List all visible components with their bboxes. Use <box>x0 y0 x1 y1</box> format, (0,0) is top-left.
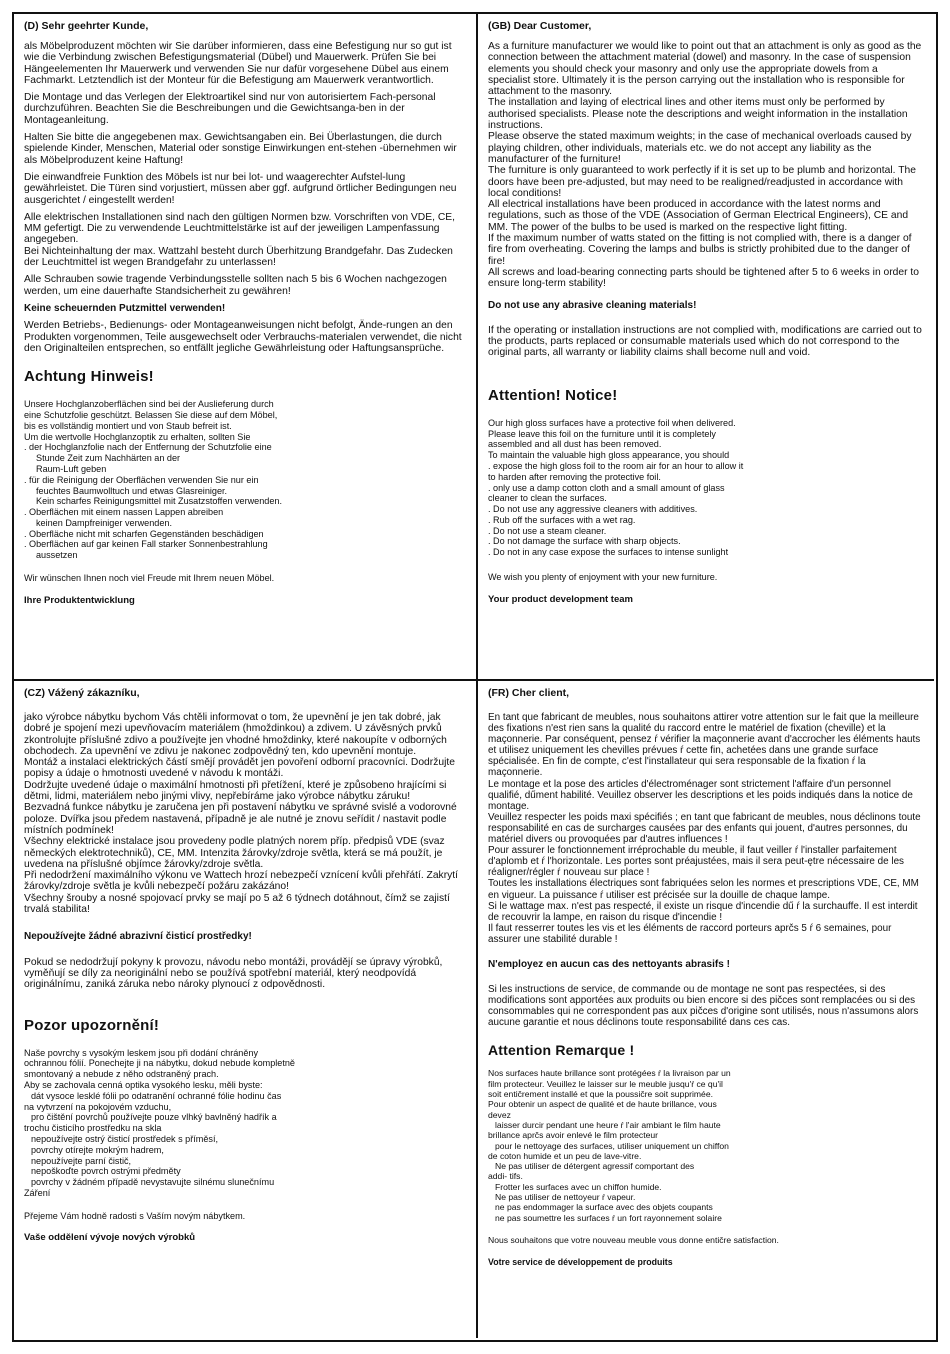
cleaning-warning: Nepoužívejte žádné abrazivní čisticí prostředky! <box>24 931 252 943</box>
notice-line: . Do not use a steam cleaner. <box>488 525 607 536</box>
notice-line: nepoužívejte parní čistič, <box>31 1155 132 1166</box>
paragraph: Halten Sie bitte die angegebenen max. Gewichtsangaben ein. Bei Überlastungen, die durch spielende Kinder, Menschen, Material oder sonstige Einwirkungen ent-stehen -übernehmen wir als Möbelproduzent keine Haftung! <box>24 132 457 166</box>
notice-line: . Oberfläche nicht mit scharfen Gegenständen beschädigen <box>24 528 264 539</box>
notice-line: cleaner to clean the surfaces. <box>488 493 607 504</box>
notice-line: brillance aprčs avoir enlevé le film protecteur <box>488 1130 659 1141</box>
paragraph: Si le wattage max. n'est pas respecté, il existe un risque d'incendie dű ŕ la surchauffe. Il est interdit de recouvrir la lampe, en raison du risque d'incendie ! <box>488 900 918 923</box>
notice-title: Attention Remarque ! <box>488 1042 635 1059</box>
notice-line: dát vysoce lesklé fólii po odatranění ochranné fólie hodinu čas <box>31 1090 282 1101</box>
notice-line: film protecteur. Veuillez le laisser sur le meuble jusqu'ŕ ce qu'il <box>488 1078 723 1089</box>
notice-line: pro čištění povrchů používejte pouze vlhký bavlněný hadřík a <box>31 1112 277 1123</box>
instruction-sheet <box>12 12 938 1342</box>
notice-line: . Oberflächen mit einem nassen Lappen abreiben <box>24 507 224 518</box>
closing-wish: Přejeme Vám hodně radosti s Vaším novým nábytkem. <box>24 1210 246 1221</box>
paragraph: Toutes les installations électriques sont fabriquées selon les normes et prescriptions VDE, CE, MM en vigueur. La puissance ŕ utiliser est précisée sur la douille de chaque lampe. <box>488 878 919 901</box>
notice-title: Attention! Notice! <box>488 386 618 404</box>
paragraph: The furniture is only guaranteed to work perfectly if it is set up to be plumb and horizontal. The doors have been pre-adjusted, but may need to be realigned/readjusted in accordance with local conditions! <box>488 165 916 199</box>
paragraph: Dodržujte uvedené údaje o maximální hmotnosti při přetížení, které je způsobeno hrajícími si dětmi, lidmi, materiálem nebo jinými vlivy, nepřebíráme jako výrobce nábytku záruku! <box>24 779 447 803</box>
paragraph: Please observe the stated maximum weights; in the case of mechanical overloads caused by playing children, other individuals, materials etc. we do not accept any liability as the manufacturer of the furniture! <box>488 131 912 165</box>
notice-title: Achtung Hinweis! <box>24 368 154 386</box>
signature: Ihre Produktentwicklung <box>24 594 135 606</box>
notice-line: . für die Reinigung der Oberflächen verwenden Sie nur ein <box>24 474 259 485</box>
notice-line: assembled and all dust has been removed. <box>488 439 662 450</box>
notice-line: de coton humide et un peu de lave-vitre. <box>488 1150 642 1161</box>
section-german <box>14 14 476 679</box>
greeting: (GB) Dear Customer, <box>488 20 592 32</box>
notice-line: povrchy v žádném případě nevystavujte silnému slunečnímu <box>31 1177 275 1188</box>
notice-line: Záření <box>24 1187 51 1198</box>
notice-line: Raum-Luft geben <box>36 463 107 474</box>
notice-line: Nos surfaces haute brillance sont protégées ŕ la livraison par un <box>488 1068 731 1079</box>
notice-line: feuchtes Baumwolltuch und etwas Glasreiniger. <box>36 485 228 496</box>
paragraph: Werden Betriebs-, Bedienungs- oder Montageanweisungen nicht befolgt, Ände-rungen an den Produkten vorgenommen, Teile ausgewechselt oder Verbrauchs-materialen verwendet, die nicht den Originalteilen entsprechen, so entfällt jegliche Gewährleistung oder Haftungsansprüche. <box>24 320 462 354</box>
greeting: (CZ) Vážený zákazníku, <box>24 687 140 699</box>
notice-line: Naše povrchy s vysokým leskem jsou při dodání chráněny <box>24 1047 259 1058</box>
closing-wish: We wish you plenty of enjoyment with your new furniture. <box>488 572 718 583</box>
notice-line: . Do not damage the surface with sharp objects. <box>488 536 681 547</box>
signature: Your product development team <box>488 593 633 605</box>
notice-line: Ne pas utiliser de nettoyeur ŕ vapeur. <box>495 1192 636 1202</box>
paragraph: As a furniture manufacturer we would like to point out that an attachment is only as good as the connection between the attachment material (dowel) and masonry. In the case of suspension elements you should check your masonry and only use the appropriate dowels from a specialist store. Ultimately it is the person carrying out the installation who is responsible for attachment to the masonry. <box>488 41 922 98</box>
notice-line: nepoškoďte povrch ostrými předměty <box>31 1166 181 1177</box>
paragraph: Bei Nichteinhaltung der max. Wattzahl besteht durch Überhitzung Brandgefahr. Das Zudecken der Leuchtmittel ist wegen Brandgefahr zu unterlassen! <box>24 245 453 269</box>
cleaning-warning: Keine scheuernden Putzmittel verwenden! <box>24 302 226 314</box>
notice-line: Pour obtenir un aspect de qualité et de haute brillance, vous <box>488 1099 717 1110</box>
notice-line: Frotter les surfaces avec un chiffon humide. <box>495 1181 662 1192</box>
notice-line: Aby se zachovala cenná optika vysokého lesku, měli byste: <box>24 1079 263 1090</box>
notice-line: aussetzen <box>36 550 78 561</box>
notice-body <box>488 418 922 606</box>
notice-line: Ne pas utiliser de détergent agressif comportant des <box>495 1161 695 1172</box>
cleaning-warning: N'employez en aucun cas des nettoyants abrasifs ! <box>488 958 730 970</box>
signature: Votre service de développement de produits <box>488 1257 673 1268</box>
section-body <box>488 712 922 1028</box>
paragraph: Alle elektrischen Installationen sind nach den gültigen Normen bzw. Vorschriften von VDE, CE, MM gefertigt. Die zu verwendende Leuchtmittelstärke ist auf der jeweiligen Lampenfassung angegeben. <box>24 211 455 246</box>
section-english <box>476 14 934 679</box>
notice-line: trochu čisticího prostředku na skla <box>24 1123 162 1134</box>
paragraph: Pokud se nedodržují pokyny k provozu, návodu nebo montáži, provádějí se úpravy výrobků, vyměňují se díly za neoriginální nebo se používá spotřební materiál, který neodpovídá originálnímu, zaniká záruka nebo nároky plynoucí z odpovědnosti. <box>24 956 443 991</box>
paragraph: Při nedodržení maximálního výkonu ve Wattech hrozí nebezpečí vznícení kvůli přehřátí. Zakrytí žárovky/zdroje světla je kvůli nebezpečí požáru zakázáno! <box>24 870 459 893</box>
paragraph: Die einwandfreie Funktion des Möbels ist nur bei lot- und waagerechter Aufstel-lung gewährleistet. Die Türen sind vorjustiert, müssen aber ggf. aufgrund örtlicher Bedingungen neu ausgerichtet / eingestellt werden! <box>24 171 457 206</box>
notice-line: Unsere Hochglanzoberflächen sind bei der Auslieferung durch <box>24 399 274 410</box>
paragraph: All screws and load-bearing connecting parts should be tightened after 5 to 6 weeks in order to ensure long-term stability! <box>488 266 920 290</box>
paragraph: En tant que fabricant de meubles, nous souhaitons attirer votre attention sur le fait que la meilleure des fixations n'est rien sans la qualité du raccord entre le matériel de fixation (cheville) et la maçonnerie. Par conséquent, pensez ŕ vérifier la maçonnerie avant d'accrocher les éléments hauts et utilisez uniquement les chevilles prévues ŕ cette fin, achetées dans une grande surface spécialisée. En fin de compte, c'est l'installateur qui sera responsable de la fixation ŕ la maçonnerie. <box>488 712 921 779</box>
notice-line: . Do not use any aggressive cleaners with additives. <box>488 504 698 515</box>
paragraph: als Möbelproduzent möchten wir Sie darüber informieren, dass eine Befestigung nur so gut ist wie die Verbindung zwischen Befestigungsmaterial (Dübel) und Mauerwerk. Prüfen Sie bei Hängeelementen Ihr Mauerwerk und verwenden Sie nur dafür vorgesehene Dübel aus einem Fachmarkt. Letztendlich ist der Monteur für die Befestigung am Mauerwerk verantwortlich. <box>24 41 452 86</box>
paragraph: Die Montage und das Verlegen der Elektroartikel sind nur von autorisiertem Fach-personal durchzuführen. Beachten Sie die Beschreibungen und die Gewichtsanga-ben in der Montageanleitung. <box>24 92 436 126</box>
notice-line: nepoužívejte ostrý čisticí prostředek s příměsí, <box>31 1133 218 1144</box>
paragraph: The installation and laying of electrical lines and other items must only be performed by authorised specialists. Please note the descriptions and weight information in the installation instructions. <box>488 97 908 132</box>
section-body <box>24 41 464 354</box>
closing-wish: Nous souhaitons que votre nouveau meuble vous donne entičre satisfaction. <box>488 1234 779 1245</box>
notice-line: Our high gloss surfaces have a protective foil when delivered. <box>488 417 736 428</box>
notice-line: pour le nettoyage des surfaces, utiliser uniquement un chiffon <box>495 1140 729 1151</box>
notice-line: na vytvrzení na pokojovém vzduchu, <box>24 1101 172 1112</box>
notice-line: ochrannou fólií. Ponechejte ji na nábytku, dokud nebude kompletně <box>24 1058 295 1069</box>
notice-body <box>488 1068 922 1267</box>
cleaning-warning: Do not use any abrasive cleaning materials! <box>488 299 697 311</box>
notice-line: Kein scharfes Reinigungsmittel mit Zusatzstoffen verwenden. <box>36 496 282 507</box>
notice-line: soit entičrement installé et que la poussičre soit supprimée. <box>488 1089 713 1100</box>
notice-line: . Do not in any case expose the surfaces to intense sunlight <box>488 547 729 558</box>
notice-line: To maintain the valuable high gloss appearance, you should <box>488 450 730 461</box>
paragraph: Le montage et la pose des articles d'électroménager sont strictement l'affaire d'un personnel qualifié, dűment habilité. Veuillez observer les descriptions et les poids indiqués dans la notice de montage. <box>488 778 913 812</box>
paragraph: If the maximum number of watts stated on the fitting is not complied with, there is a danger of fire from overheating. Covering the lamps and bulbs is strictly prohibited due to the danger of fire! <box>488 233 912 267</box>
paragraph: Montáž a instalaci elektrických částí smějí provádět jen povoření odborní pracovníci. Dodržujte popisy a údaje o hmotnosti uvedené v návodu k montáži. <box>24 757 455 780</box>
paragraph: Pour assurer le fonctionnement irréprochable du meuble, il faut veiller ŕ l'installer parfaitement d'aplomb et ŕ l'horizontale. Les portes sont préajustées, mais il sera peut-ętre nécessaire de les réaligner/régler ŕ nouveau sur place ! <box>488 845 904 879</box>
notice-line: addi- tifs. <box>488 1171 523 1182</box>
notice-title: Pozor upozornění! <box>24 1016 160 1034</box>
closing-wish: Wir wünschen Ihnen noch viel Freude mit Ihrem neuen Möbel. <box>24 573 275 584</box>
notice-line: Um die wertvolle Hochglanzoptik zu erhalten, sollten Sie <box>24 431 251 442</box>
paragraph: Bezvadná funkce nábytku je zaručena jen při postavení nábytku ve správné svislé a vodorovné poloze. Dvířka jsou předem nastavená, případně je ale nutné je znovu seřídit / nastavit podle místních podmínek! <box>24 802 457 836</box>
signature: Vaše oddělení vývoje nových výrobků <box>24 1232 196 1244</box>
notice-line: keinen Dampfreiniger verwenden. <box>36 517 172 528</box>
notice-body <box>24 1048 464 1245</box>
notice-line: to harden after removing the protective foil. <box>488 471 661 482</box>
paragraph: Všechny elektrické instalace jsou provedeny podle platných norem příp. předpisů VDE (svaz německých elektrotechniků), CE, MM. Intenzita žárovky/zdroje světla, která se má použít, je uvedena na příslušné objímce žárovky/zdroje světla. <box>24 836 445 870</box>
notice-line: devez <box>488 1109 511 1120</box>
section-body <box>24 712 464 991</box>
greeting: (FR) Cher client, <box>488 687 570 699</box>
notice-line: eine Schutzfolie geschützt. Belassen Sie diese auf dem Möbel, <box>24 409 278 420</box>
section-french <box>476 679 934 1338</box>
notice-line: povrchy otírejte mokrým hadrem, <box>31 1144 164 1155</box>
notice-line: smontovaný a nebude z něho odstraněný prach. <box>24 1069 219 1080</box>
paragraph: Alle Schrauben sowie tragende Verbindungsstelle sollten nach 5 bis 6 Wochen nachgezogen werden, um eine dauerhafte Standsicherheit zu gewähren! <box>24 274 447 297</box>
notice-body <box>24 399 464 607</box>
paragraph: Si les instructions de service, de commande ou de montage ne sont pas respectées, si des modifications sont apportées aux produits ou bien encore si des pičces sont remplacées ou si des consommables qui ne correspondent pas aux pičces d'origine sont utilisés, nous n'assumons alors aucune garantie et nous déclinons toute responsabilité dans ces cas. <box>488 984 919 1029</box>
paragraph: Il faut resserrer toutes les vis et les éléments de raccord porteurs aprčs 5 ŕ 6 semaines, pour assurer une stabilité durable ! <box>488 922 892 945</box>
notice-line: . only use a damp cotton cloth and a small amount of glass <box>488 482 725 493</box>
paragraph: If the operating or installation instructions are not complied with, modifications are carried out to the products, parts replaced or consumable materials used which do not correspond to the original parts, all warranty or liability claims shall become null and void. <box>488 324 922 359</box>
paragraph: All electrical installations have been produced in accordance with the latest norms and regulations, such as those of the VDE (Association of German Electrical Engineers), CE and MM. The power of the bulbs to be used is marked on the respective light fitting. <box>488 199 909 233</box>
greeting: (D) Sehr geehrter Kunde, <box>24 20 149 32</box>
notice-line: . Rub off the surfaces with a wet rag. <box>488 514 636 525</box>
section-czech <box>14 679 476 1338</box>
notice-line: bis es vollständig montiert und von Staub befreit ist. <box>24 420 232 431</box>
notice-line: laisser durcir pendant une heure ŕ l'air ambiant le film haute <box>495 1119 721 1130</box>
paragraph: jako výrobce nábytku bychom Vás chtěli informovat o tom, že upevnění je jen tak dobré, jak dobré je spojení mezi upevňovacím materiálem (hmoždinkou) a zdivem. U závěsných prvků zkontrolujte příslušné zdivo a používejte jen vhodné hmoždinky, které nakoupíte v odborných obchodech. Za upevnění ve zdivu je nakonec zodpovědný ten, kdo upevnění montuje. <box>24 712 447 757</box>
notice-line: . der Hochglanzfolie nach der Entfernung der Schutzfolie eine <box>24 442 272 453</box>
notice-line: ne pas endommager la surface avec des objets coupants <box>495 1202 713 1213</box>
paragraph: Veuillez respecter les poids maxi spécifiés ; en tant que fabricant de meubles, nous déclinons toute responsabilité en cas de surcharges causées par des enfants qui jouent, d'autres personnes, du matériel divers ou provoquées par d'autres influences ! <box>488 811 921 846</box>
notice-line: . expose the high gloss foil to the room air for an hour to allow it <box>488 460 744 471</box>
notice-line: Stunde Zeit zum Nachhärten an der <box>36 453 181 464</box>
notice-line: Please leave this foil on the furniture until it is completely <box>488 428 716 439</box>
notice-line: . Oberflächen auf gar keinen Fall starker Sonnenbestrahlung <box>24 539 268 550</box>
paragraph: Všechny šrouby a nosné spojovací prvky se mají po 5 až 6 týdnech dotáhnout, čímž se zajistí trvalá stabilita! <box>24 892 450 916</box>
notice-line: ne pas soumettre les surfaces ŕ un fort rayonnement solaire <box>495 1212 722 1223</box>
section-body <box>488 41 922 359</box>
